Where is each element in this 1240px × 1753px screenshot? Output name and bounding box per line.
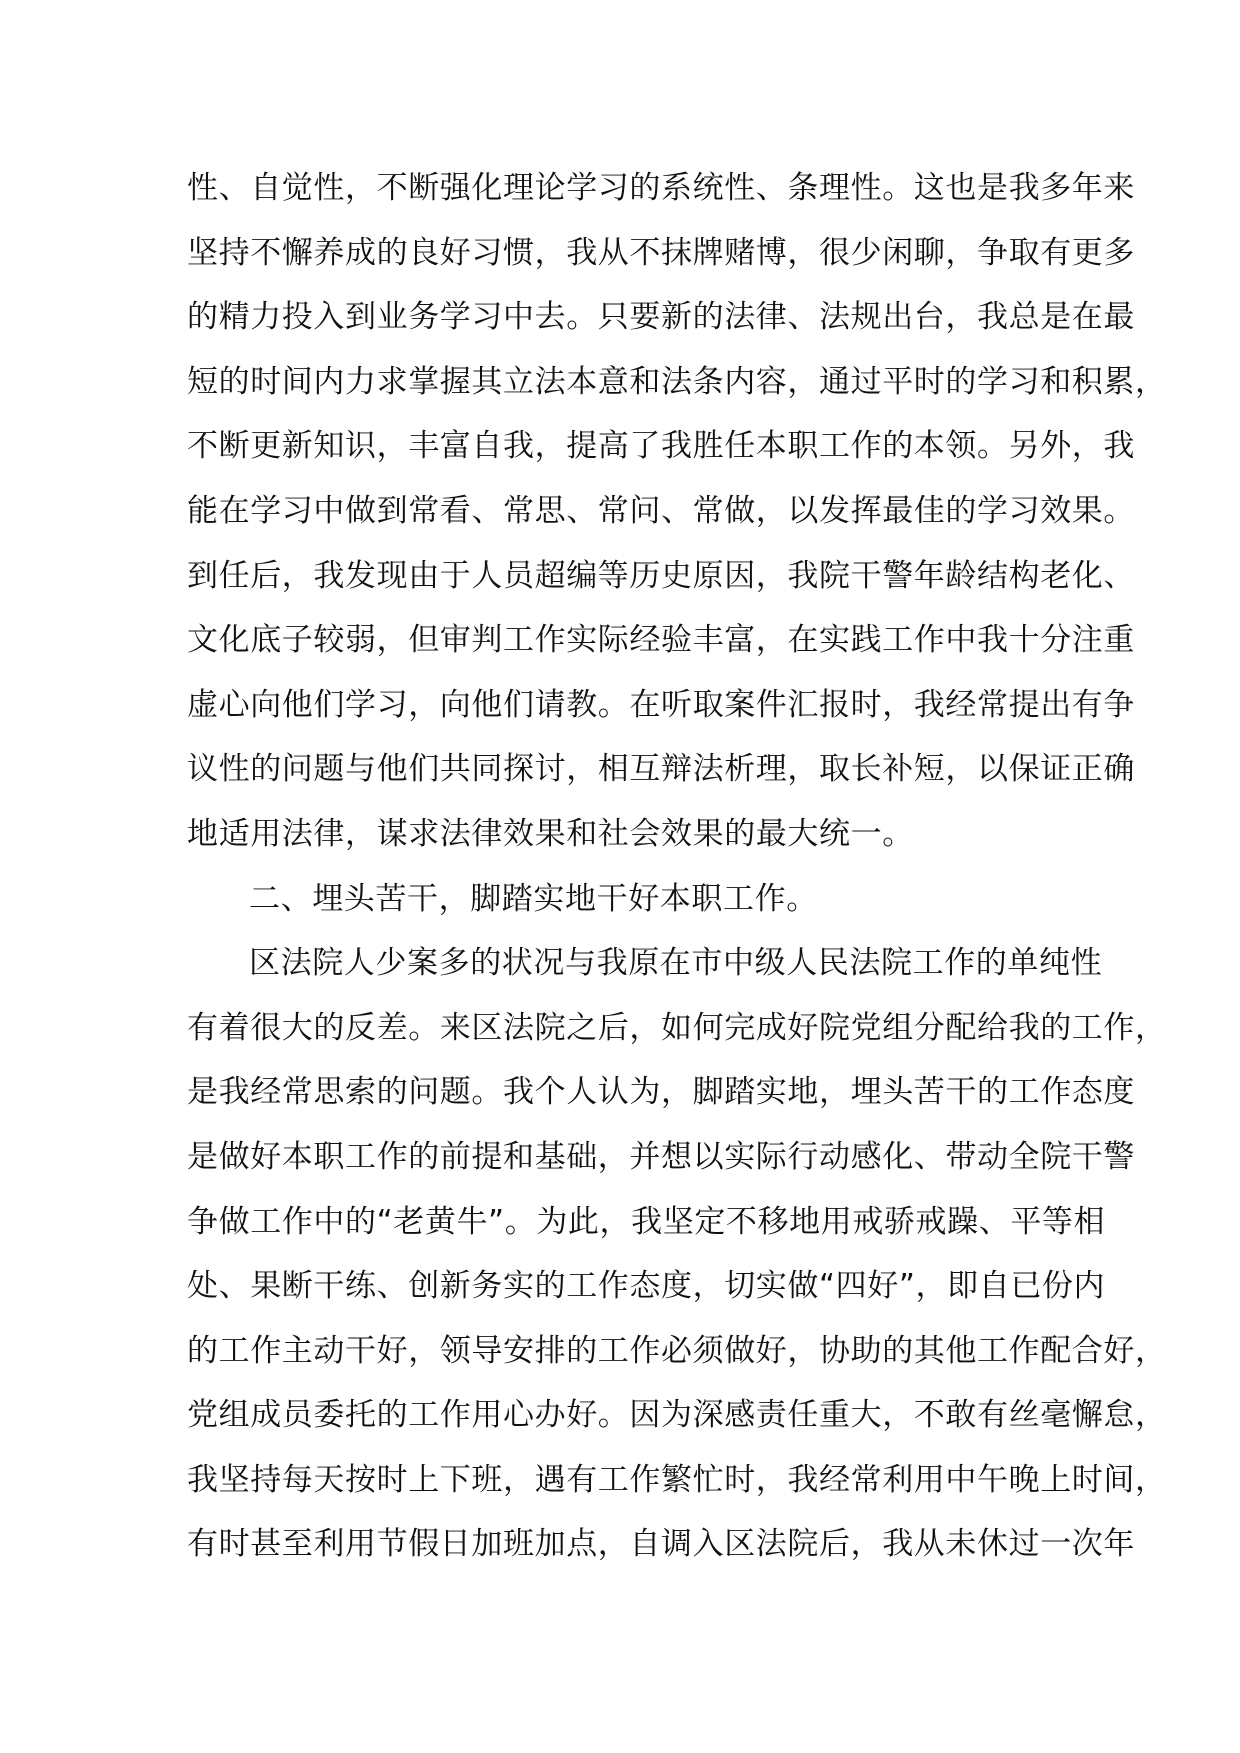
text-line: 是我经常思索的问题。我个人认为，脚踏实地，埋头苦干的工作态度: [187, 1074, 1135, 1111]
paragraph-first-line: 区法院人少案多的状况与我原在市中级人民法院工作的单纯性: [249, 945, 1103, 982]
text-line: 能在学习中做到常看、常思、常问、常做，以发挥最佳的学习效果。: [187, 492, 1135, 529]
section-heading: 二、埋头苦干，脚踏实地干好本职工作。: [249, 880, 818, 917]
text-line: 坚持不懈养成的良好习惯，我从不抹牌赌博，很少闲聊，争取有更多: [187, 234, 1135, 271]
text-line: 短的时间内力求掌握其立法本意和法条内容，通过平时的学习和积累，: [187, 363, 1167, 400]
body-text: [187, 156, 1167, 1577]
text-line: 的精力投入到业务学习中去。只要新的法律、法规出台，我总是在最: [187, 299, 1135, 336]
text-line: 的工作主动干好，领导安排的工作必须做好，协助的其他工作配合好，: [187, 1332, 1167, 1369]
text-line: 处、果断干练、创新务实的工作态度，切实做“四好”，即自已份内: [187, 1268, 1106, 1305]
text-line: 性、自觉性，不断强化理论学习的系统性、条理性。这也是我多年来: [187, 170, 1135, 206]
text-line: 不断更新知识，丰富自我，提高了我胜任本职工作的本领。另外，我: [187, 428, 1135, 465]
text-line: 是做好本职工作的前提和基础，并想以实际行动感化、带动全院干警: [187, 1138, 1135, 1175]
text-line: 文化底子较弱，但审判工作实际经验丰富，在实践工作中我十分注重: [187, 622, 1135, 659]
text-line: 议性的问题与他们共同探讨，相互辩法析理，取长补短，以保证正确: [187, 751, 1135, 788]
text-line: 我坚持每天按时上下班，遇有工作繁忙时，我经常利用中午晚上时间，: [187, 1461, 1167, 1498]
text-line: 争做工作中的“老黄牛”。为此，我坚定不移地用戒骄戒躁、平等相: [187, 1203, 1106, 1240]
text-line: 到任后，我发现由于人员超编等历史原因，我院干警年龄结构老化、: [187, 557, 1135, 594]
text-line: 地适用法律，谋求法律效果和社会效果的最大统一。: [187, 815, 914, 852]
text-line: 党组成员委托的工作用心办好。因为深感责任重大，不敢有丝毫懈怠，: [187, 1397, 1167, 1434]
text-line: 有着很大的反差。来区法院之后，如何完成好院党组分配给我的工作，: [187, 1009, 1167, 1046]
text-line: 有时甚至利用节假日加班加点，自调入区法院后，我从未休过一次年: [187, 1526, 1135, 1563]
text-line: 虚心向他们学习，向他们请教。在听取案件汇报时，我经常提出有争: [187, 686, 1135, 723]
